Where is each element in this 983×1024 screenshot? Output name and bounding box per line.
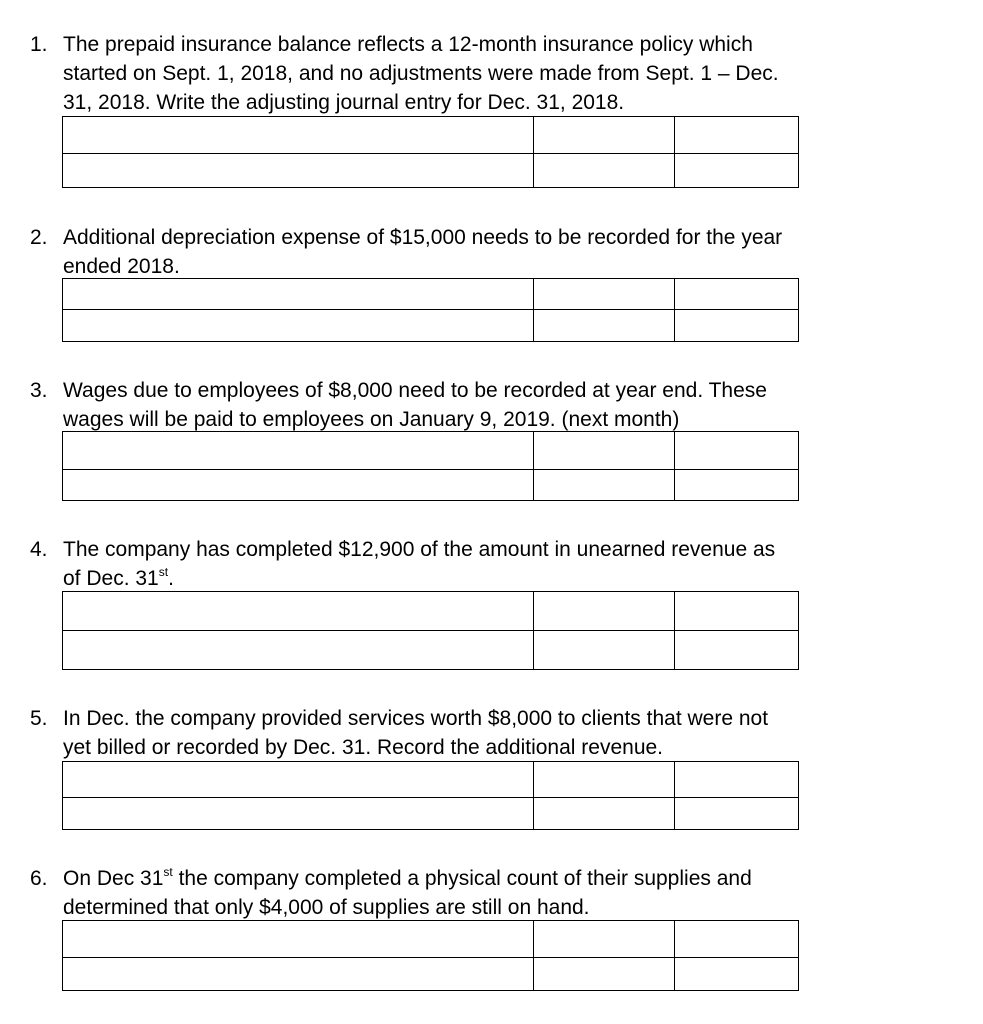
account-cell[interactable] [63, 432, 534, 470]
question-text [63, 704, 960, 762]
question-line: started on Sept. 1, 2018, and no adjustments were made from Sept. 1 – Dec. [63, 62, 779, 85]
table-row [63, 631, 799, 670]
credit-cell[interactable] [675, 798, 799, 830]
question-number: 3. [30, 379, 48, 402]
credit-cell[interactable] [675, 470, 799, 501]
question-line: 31, 2018. Write the adjusting journal entry for Dec. 31, 2018. [63, 91, 625, 114]
question-text-part: . [168, 567, 174, 590]
question-text [63, 535, 960, 593]
question-5 [30, 704, 960, 762]
question-line: Additional depreciation expense of $15,000 needs to be recorded for the year [63, 226, 783, 249]
credit-cell[interactable] [675, 592, 799, 631]
journal-entry-table-2 [62, 278, 799, 342]
table-row [63, 921, 799, 958]
account-cell[interactable] [63, 310, 534, 342]
credit-cell[interactable] [675, 310, 799, 342]
table-row [63, 117, 799, 154]
question-1 [30, 30, 960, 117]
debit-cell[interactable] [534, 310, 675, 342]
journal-entry-table-5 [62, 761, 799, 830]
journal-entry-table-3 [62, 431, 799, 501]
table-row [63, 154, 799, 188]
question-number: 2. [30, 226, 48, 249]
journal-entry-table-1 [62, 116, 799, 188]
debit-cell[interactable] [534, 279, 675, 310]
table-row [63, 279, 799, 310]
account-cell[interactable] [63, 631, 534, 670]
question-6 [30, 864, 960, 922]
debit-cell[interactable] [534, 798, 675, 830]
debit-cell[interactable] [534, 762, 675, 798]
table-row [63, 958, 799, 991]
ordinal-suffix: st [158, 565, 169, 579]
question-text [63, 30, 960, 117]
credit-cell[interactable] [675, 432, 799, 470]
credit-cell[interactable] [675, 921, 799, 958]
question-number: 5. [30, 707, 48, 730]
question-line: ended 2018. [63, 255, 180, 278]
question-line: The company has completed $12,900 of the amount in unearned revenue as [63, 538, 776, 561]
account-cell[interactable] [63, 279, 534, 310]
credit-cell[interactable] [675, 958, 799, 991]
credit-cell[interactable] [675, 631, 799, 670]
account-cell[interactable] [63, 921, 534, 958]
question-text [63, 864, 960, 922]
question-text-part: On Dec 31 [63, 867, 164, 890]
question-line [63, 564, 960, 593]
credit-cell[interactable] [675, 762, 799, 798]
question-text-part: the company completed a physical count of their supplies and [172, 867, 752, 890]
credit-cell[interactable] [675, 117, 799, 154]
question-4 [30, 535, 960, 593]
credit-cell[interactable] [675, 279, 799, 310]
account-cell[interactable] [63, 154, 534, 188]
journal-entry-table-4 [62, 591, 799, 670]
debit-cell[interactable] [534, 154, 675, 188]
question-line [63, 864, 960, 893]
debit-cell[interactable] [534, 432, 675, 470]
debit-cell[interactable] [534, 631, 675, 670]
account-cell[interactable] [63, 592, 534, 631]
table-row [63, 432, 799, 470]
debit-cell[interactable] [534, 958, 675, 991]
question-text [63, 376, 960, 434]
account-cell[interactable] [63, 762, 534, 798]
question-line: The prepaid insurance balance reflects a 12-month insurance policy which [63, 33, 753, 56]
account-cell[interactable] [63, 798, 534, 830]
question-line: Wages due to employees of $8,000 need to be recorded at year end. These [63, 379, 767, 402]
question-line: determined that only $4,000 of supplies are still on hand. [63, 896, 590, 919]
journal-entry-table-6 [62, 920, 799, 991]
debit-cell[interactable] [534, 117, 675, 154]
table-row [63, 592, 799, 631]
account-cell[interactable] [63, 470, 534, 501]
table-row [63, 762, 799, 798]
debit-cell[interactable] [534, 592, 675, 631]
question-number: 6. [30, 867, 48, 890]
question-line: In Dec. the company provided services worth $8,000 to clients that were not [63, 707, 769, 730]
debit-cell[interactable] [534, 921, 675, 958]
question-text [63, 223, 960, 281]
question-text-part: of Dec. 31 [63, 567, 159, 590]
table-row [63, 798, 799, 830]
account-cell[interactable] [63, 958, 534, 991]
question-number: 4. [30, 538, 48, 561]
question-number: 1. [30, 33, 48, 56]
question-2 [30, 223, 960, 281]
ordinal-suffix: st [163, 865, 173, 879]
question-line: wages will be paid to employees on January 9, 2019. (next month) [63, 408, 680, 431]
table-row [63, 310, 799, 342]
credit-cell[interactable] [675, 154, 799, 188]
account-cell[interactable] [63, 117, 534, 154]
question-3 [30, 376, 960, 434]
table-row [63, 470, 799, 501]
question-line: yet billed or recorded by Dec. 31. Record the additional revenue. [63, 736, 664, 759]
debit-cell[interactable] [534, 470, 675, 501]
